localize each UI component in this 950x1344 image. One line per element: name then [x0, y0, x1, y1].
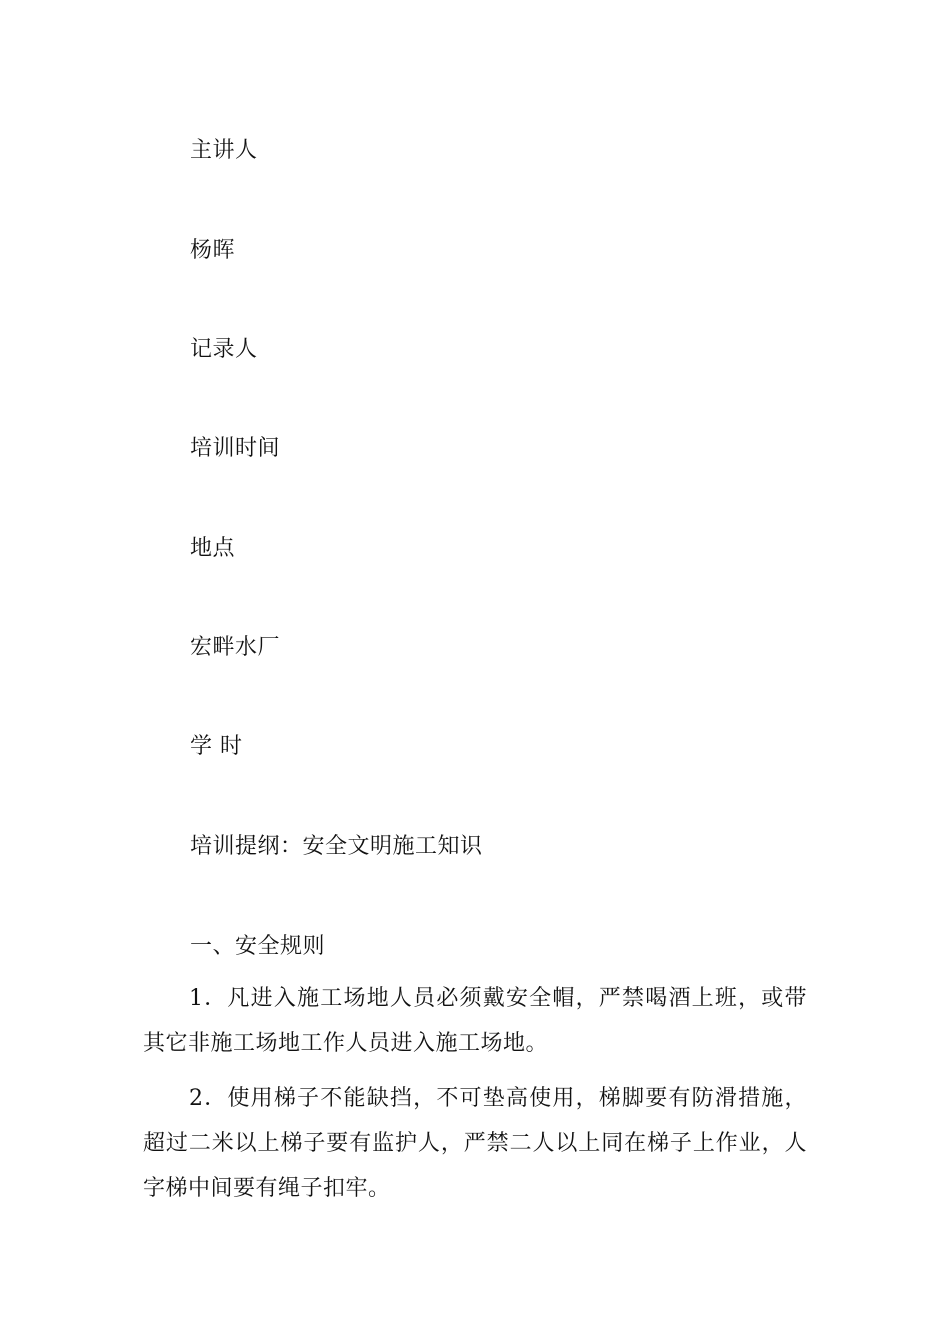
- location-label: 地点: [190, 536, 236, 561]
- rule-paragraph-1: 1．凡进入施工场地人员必须戴安全帽，严禁喝酒上班，或带其它非施工场地工作人员进入施工场地。: [143, 986, 807, 1056]
- section-title: 一、安全规则: [190, 934, 326, 959]
- training-outline: 培训提纲：安全文明施工知识: [190, 834, 483, 859]
- lecturer-label: 主讲人: [190, 138, 258, 163]
- rule-paragraph-2: 2．使用梯子不能缺挡，不可垫高使用，梯脚要有防滑措施，超过二米以上梯子要有监护人，严禁二人以上同在梯子上作业，人字梯中间要有绳子扣牢。: [143, 1086, 807, 1201]
- lecturer-name: 杨晖: [190, 238, 236, 263]
- study-hours-label: 学 时: [190, 734, 243, 759]
- training-time-label: 培训时间: [190, 436, 281, 461]
- location-value: 宏畔水厂: [190, 635, 281, 660]
- recorder-label: 记录人: [190, 337, 258, 362]
